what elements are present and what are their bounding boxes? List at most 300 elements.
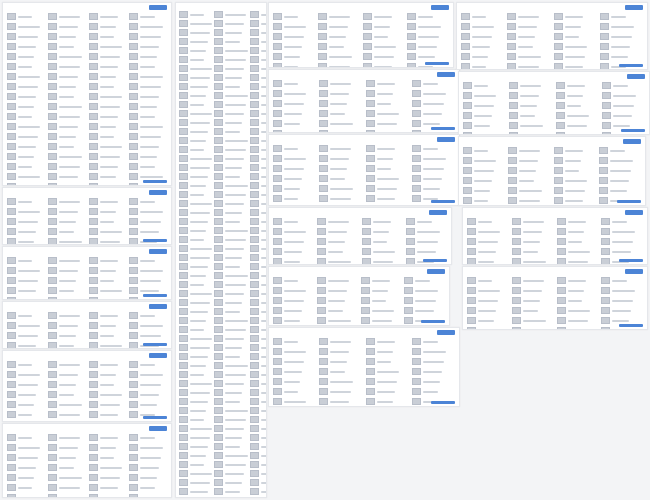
list-item[interactable]: [508, 167, 550, 174]
list-item[interactable]: [250, 146, 267, 153]
list-item[interactable]: [7, 494, 45, 498]
list-item[interactable]: [179, 380, 212, 387]
list-item[interactable]: [317, 317, 358, 324]
list-item[interactable]: [48, 361, 86, 368]
list-item[interactable]: [273, 63, 315, 68]
list-item[interactable]: [7, 63, 45, 70]
list-item[interactable]: [48, 218, 86, 225]
panel-action-button[interactable]: [437, 72, 455, 77]
list-item[interactable]: [512, 238, 554, 245]
list-item[interactable]: [179, 299, 212, 306]
list-item[interactable]: [7, 238, 45, 245]
list-item[interactable]: [250, 497, 267, 498]
list-item[interactable]: [48, 411, 86, 418]
list-item[interactable]: [89, 267, 127, 274]
list-item[interactable]: [89, 238, 127, 245]
list-item[interactable]: [129, 464, 167, 471]
list-item[interactable]: [179, 38, 212, 45]
list-item[interactable]: [179, 290, 212, 297]
list-item[interactable]: [214, 20, 248, 27]
list-item[interactable]: [601, 287, 643, 294]
list-item[interactable]: [366, 90, 409, 97]
list-item[interactable]: [89, 43, 127, 50]
list-item[interactable]: [467, 228, 509, 235]
list-item[interactable]: [48, 173, 86, 180]
list-item[interactable]: [89, 228, 127, 235]
list-item[interactable]: [250, 200, 267, 207]
list-item[interactable]: [366, 100, 409, 107]
list-item[interactable]: [602, 132, 645, 135]
list-item[interactable]: [214, 353, 248, 360]
list-item[interactable]: [412, 130, 455, 133]
list-item[interactable]: [129, 113, 167, 120]
list-item[interactable]: [273, 348, 316, 355]
list-item[interactable]: [214, 479, 248, 486]
list-item[interactable]: [319, 348, 362, 355]
list-item[interactable]: [554, 43, 597, 50]
list-item[interactable]: [129, 434, 167, 441]
list-item[interactable]: [214, 362, 248, 369]
list-item[interactable]: [89, 83, 127, 90]
list-item[interactable]: [366, 80, 409, 87]
list-item[interactable]: [89, 411, 127, 418]
list-item[interactable]: [250, 29, 267, 36]
list-item[interactable]: [557, 277, 599, 284]
list-item[interactable]: [412, 205, 455, 206]
list-item[interactable]: [214, 470, 248, 477]
list-item[interactable]: [179, 317, 212, 324]
list-item[interactable]: [363, 23, 405, 30]
list-item[interactable]: [509, 132, 552, 135]
list-item[interactable]: [273, 398, 316, 405]
list-item[interactable]: [129, 391, 167, 398]
more-button[interactable]: [143, 343, 167, 346]
list-item[interactable]: [48, 277, 86, 284]
list-item[interactable]: [508, 197, 550, 204]
list-item[interactable]: [7, 464, 45, 471]
list-item[interactable]: [509, 92, 552, 99]
list-item[interactable]: [512, 277, 554, 284]
list-item[interactable]: [179, 200, 212, 207]
list-item[interactable]: [179, 452, 212, 459]
list-item[interactable]: [250, 155, 267, 162]
list-item[interactable]: [48, 342, 86, 349]
list-item[interactable]: [273, 145, 316, 152]
list-item[interactable]: [461, 33, 504, 40]
list-item[interactable]: [273, 155, 316, 162]
list-item[interactable]: [7, 297, 45, 300]
list-item[interactable]: [48, 444, 86, 451]
list-item[interactable]: [179, 344, 212, 351]
list-item[interactable]: [214, 434, 248, 441]
list-item[interactable]: [214, 182, 248, 189]
list-item[interactable]: [250, 443, 267, 450]
list-item[interactable]: [7, 33, 45, 40]
list-item[interactable]: [214, 65, 248, 72]
list-item[interactable]: [406, 228, 447, 235]
list-item[interactable]: [463, 197, 505, 204]
list-item[interactable]: [318, 53, 360, 60]
list-item[interactable]: [48, 484, 86, 491]
panel-action-button[interactable]: [149, 249, 167, 254]
list-item[interactable]: [406, 218, 447, 225]
list-item[interactable]: [512, 218, 554, 225]
list-item[interactable]: [507, 53, 550, 60]
list-item[interactable]: [179, 128, 212, 135]
list-item[interactable]: [250, 110, 267, 117]
list-item[interactable]: [406, 248, 447, 255]
list-item[interactable]: [317, 258, 358, 265]
list-item[interactable]: [362, 218, 403, 225]
more-button[interactable]: [143, 294, 167, 297]
list-item[interactable]: [214, 497, 248, 498]
list-item[interactable]: [461, 43, 504, 50]
list-item[interactable]: [366, 205, 409, 206]
list-item[interactable]: [129, 43, 167, 50]
list-item[interactable]: [412, 358, 455, 365]
list-item[interactable]: [214, 119, 248, 126]
list-item[interactable]: [319, 195, 362, 202]
list-item[interactable]: [273, 33, 315, 40]
list-item[interactable]: [7, 198, 45, 205]
list-item[interactable]: [89, 123, 127, 130]
list-item[interactable]: [48, 297, 86, 300]
panel-action-button[interactable]: [149, 426, 167, 431]
list-item[interactable]: [319, 378, 362, 385]
list-item[interactable]: [363, 13, 405, 20]
list-item[interactable]: [129, 198, 167, 205]
list-item[interactable]: [412, 80, 455, 87]
list-item[interactable]: [214, 272, 248, 279]
list-item[interactable]: [319, 205, 362, 206]
list-item[interactable]: [179, 209, 212, 216]
list-item[interactable]: [602, 102, 645, 109]
list-item[interactable]: [250, 299, 267, 306]
list-item[interactable]: [214, 290, 248, 297]
list-item[interactable]: [214, 380, 248, 387]
list-item[interactable]: [366, 175, 409, 182]
list-item[interactable]: [273, 297, 314, 304]
list-item[interactable]: [273, 248, 314, 255]
list-item[interactable]: [317, 218, 358, 225]
list-item[interactable]: [48, 381, 86, 388]
list-item[interactable]: [89, 218, 127, 225]
list-item[interactable]: [48, 401, 86, 408]
list-item[interactable]: [412, 378, 455, 385]
list-item[interactable]: [406, 238, 447, 245]
list-item[interactable]: [250, 263, 267, 270]
list-item[interactable]: [89, 361, 127, 368]
list-item[interactable]: [48, 494, 86, 498]
list-item[interactable]: [363, 43, 405, 50]
list-item[interactable]: [129, 183, 167, 186]
list-item[interactable]: [463, 167, 505, 174]
list-item[interactable]: [129, 63, 167, 70]
list-item[interactable]: [366, 155, 409, 162]
list-item[interactable]: [250, 362, 267, 369]
list-item[interactable]: [463, 82, 506, 89]
list-item[interactable]: [557, 297, 599, 304]
list-item[interactable]: [48, 198, 86, 205]
list-item[interactable]: [179, 164, 212, 171]
list-item[interactable]: [214, 488, 248, 495]
list-item[interactable]: [129, 257, 167, 264]
list-item[interactable]: [214, 389, 248, 396]
list-item[interactable]: [512, 228, 554, 235]
list-item[interactable]: [7, 444, 45, 451]
list-item[interactable]: [362, 228, 403, 235]
list-item[interactable]: [467, 218, 509, 225]
list-item[interactable]: [89, 143, 127, 150]
list-item[interactable]: [129, 454, 167, 461]
list-item[interactable]: [273, 218, 314, 225]
list-item[interactable]: [214, 218, 248, 225]
list-item[interactable]: [319, 90, 362, 97]
list-item[interactable]: [89, 23, 127, 30]
list-item[interactable]: [179, 47, 212, 54]
list-item[interactable]: [89, 401, 127, 408]
list-item[interactable]: [48, 208, 86, 215]
panel-action-button[interactable]: [431, 5, 449, 10]
list-item[interactable]: [129, 322, 167, 329]
list-item[interactable]: [404, 307, 445, 314]
list-item[interactable]: [554, 147, 596, 154]
list-item[interactable]: [599, 157, 641, 164]
list-item[interactable]: [129, 297, 167, 300]
list-item[interactable]: [273, 258, 314, 265]
list-item[interactable]: [366, 338, 409, 345]
list-item[interactable]: [214, 92, 248, 99]
list-item[interactable]: [557, 258, 599, 265]
list-item[interactable]: [366, 145, 409, 152]
list-item[interactable]: [7, 421, 45, 422]
list-item[interactable]: [89, 53, 127, 60]
list-item[interactable]: [7, 73, 45, 80]
list-item[interactable]: [317, 238, 358, 245]
list-item[interactable]: [599, 147, 641, 154]
list-item[interactable]: [467, 248, 509, 255]
list-item[interactable]: [179, 362, 212, 369]
list-item[interactable]: [179, 110, 212, 117]
panel-action-button[interactable]: [427, 269, 445, 274]
list-item[interactable]: [7, 153, 45, 160]
list-item[interactable]: [366, 185, 409, 192]
panel-action-button[interactable]: [625, 5, 643, 10]
list-item[interactable]: [412, 165, 455, 172]
list-item[interactable]: [554, 63, 597, 70]
list-item[interactable]: [366, 378, 409, 385]
list-item[interactable]: [129, 484, 167, 491]
more-button[interactable]: [431, 401, 455, 404]
list-item[interactable]: [602, 82, 645, 89]
list-item[interactable]: [361, 307, 402, 314]
list-item[interactable]: [461, 23, 504, 30]
list-item[interactable]: [318, 23, 360, 30]
list-item[interactable]: [273, 205, 316, 206]
list-item[interactable]: [179, 155, 212, 162]
list-item[interactable]: [412, 348, 455, 355]
list-item[interactable]: [129, 218, 167, 225]
list-item[interactable]: [512, 248, 554, 255]
list-item[interactable]: [129, 474, 167, 481]
list-item[interactable]: [89, 13, 127, 20]
list-item[interactable]: [508, 177, 550, 184]
list-item[interactable]: [7, 123, 45, 130]
list-item[interactable]: [179, 326, 212, 333]
panel-action-button[interactable]: [149, 304, 167, 309]
list-item[interactable]: [250, 434, 267, 441]
list-item[interactable]: [601, 218, 643, 225]
list-item[interactable]: [179, 407, 212, 414]
list-item[interactable]: [250, 371, 267, 378]
list-item[interactable]: [129, 444, 167, 451]
list-item[interactable]: [273, 53, 315, 60]
list-item[interactable]: [317, 307, 358, 314]
list-item[interactable]: [461, 63, 504, 70]
list-item[interactable]: [48, 322, 86, 329]
list-item[interactable]: [461, 53, 504, 60]
list-item[interactable]: [179, 29, 212, 36]
list-item[interactable]: [214, 425, 248, 432]
list-item[interactable]: [412, 185, 455, 192]
list-item[interactable]: [554, 167, 596, 174]
list-item[interactable]: [89, 454, 127, 461]
list-item[interactable]: [48, 63, 86, 70]
list-item[interactable]: [7, 143, 45, 150]
panel-action-button[interactable]: [429, 210, 447, 215]
list-item[interactable]: [319, 175, 362, 182]
list-item[interactable]: [412, 120, 455, 127]
list-item[interactable]: [48, 287, 86, 294]
list-item[interactable]: [7, 267, 45, 274]
list-item[interactable]: [7, 401, 45, 408]
list-item[interactable]: [7, 361, 45, 368]
list-item[interactable]: [600, 53, 643, 60]
list-item[interactable]: [557, 317, 599, 324]
list-item[interactable]: [601, 297, 643, 304]
list-item[interactable]: [214, 236, 248, 243]
list-item[interactable]: [273, 388, 316, 395]
list-item[interactable]: [179, 119, 212, 126]
list-item[interactable]: [214, 245, 248, 252]
list-item[interactable]: [179, 389, 212, 396]
list-item[interactable]: [507, 23, 550, 30]
list-item[interactable]: [463, 147, 505, 154]
list-item[interactable]: [129, 287, 167, 294]
list-item[interactable]: [601, 317, 643, 324]
list-item[interactable]: [179, 470, 212, 477]
list-item[interactable]: [412, 110, 455, 117]
list-item[interactable]: [512, 287, 554, 294]
list-item[interactable]: [129, 361, 167, 368]
list-item[interactable]: [512, 307, 554, 314]
list-item[interactable]: [412, 175, 455, 182]
list-item[interactable]: [214, 29, 248, 36]
list-item[interactable]: [179, 416, 212, 423]
list-item[interactable]: [250, 308, 267, 315]
list-item[interactable]: [599, 187, 641, 194]
list-item[interactable]: [179, 398, 212, 405]
list-item[interactable]: [250, 245, 267, 252]
list-item[interactable]: [507, 63, 550, 70]
list-item[interactable]: [600, 13, 643, 20]
list-item[interactable]: [507, 33, 550, 40]
list-item[interactable]: [214, 443, 248, 450]
list-item[interactable]: [7, 173, 45, 180]
more-button[interactable]: [425, 62, 449, 65]
list-item[interactable]: [250, 227, 267, 234]
list-item[interactable]: [273, 110, 316, 117]
list-item[interactable]: [48, 33, 86, 40]
list-item[interactable]: [512, 327, 554, 330]
list-item[interactable]: [214, 56, 248, 63]
list-item[interactable]: [556, 122, 599, 129]
more-button[interactable]: [143, 180, 167, 183]
list-item[interactable]: [509, 102, 552, 109]
list-item[interactable]: [363, 33, 405, 40]
list-item[interactable]: [214, 326, 248, 333]
list-item[interactable]: [250, 92, 267, 99]
list-item[interactable]: [214, 308, 248, 315]
list-item[interactable]: [273, 358, 316, 365]
list-item[interactable]: [366, 165, 409, 172]
list-item[interactable]: [601, 228, 643, 235]
list-item[interactable]: [319, 145, 362, 152]
list-item[interactable]: [319, 368, 362, 375]
list-item[interactable]: [250, 101, 267, 108]
list-item[interactable]: [361, 297, 402, 304]
list-item[interactable]: [412, 338, 455, 345]
list-item[interactable]: [7, 312, 45, 319]
list-item[interactable]: [366, 130, 409, 133]
list-item[interactable]: [129, 133, 167, 140]
list-item[interactable]: [467, 307, 509, 314]
list-item[interactable]: [129, 208, 167, 215]
list-item[interactable]: [179, 488, 212, 495]
list-item[interactable]: [556, 92, 599, 99]
list-item[interactable]: [7, 332, 45, 339]
list-item[interactable]: [48, 312, 86, 319]
list-item[interactable]: [179, 191, 212, 198]
list-item[interactable]: [7, 228, 45, 235]
panel-action-button[interactable]: [625, 210, 643, 215]
list-item[interactable]: [507, 13, 550, 20]
list-item[interactable]: [179, 245, 212, 252]
list-item[interactable]: [250, 83, 267, 90]
list-item[interactable]: [317, 277, 358, 284]
panel-action-button[interactable]: [627, 74, 645, 79]
list-item[interactable]: [7, 218, 45, 225]
list-item[interactable]: [602, 92, 645, 99]
list-item[interactable]: [214, 164, 248, 171]
list-item[interactable]: [7, 381, 45, 388]
list-item[interactable]: [214, 254, 248, 261]
list-item[interactable]: [7, 183, 45, 186]
list-item[interactable]: [179, 461, 212, 468]
list-item[interactable]: [250, 470, 267, 477]
list-item[interactable]: [89, 33, 127, 40]
list-item[interactable]: [250, 191, 267, 198]
list-item[interactable]: [557, 248, 599, 255]
list-item[interactable]: [214, 344, 248, 351]
list-item[interactable]: [601, 277, 643, 284]
list-item[interactable]: [363, 53, 405, 60]
list-item[interactable]: [7, 434, 45, 441]
list-item[interactable]: [366, 120, 409, 127]
list-item[interactable]: [508, 187, 550, 194]
list-item[interactable]: [48, 163, 86, 170]
list-item[interactable]: [89, 444, 127, 451]
